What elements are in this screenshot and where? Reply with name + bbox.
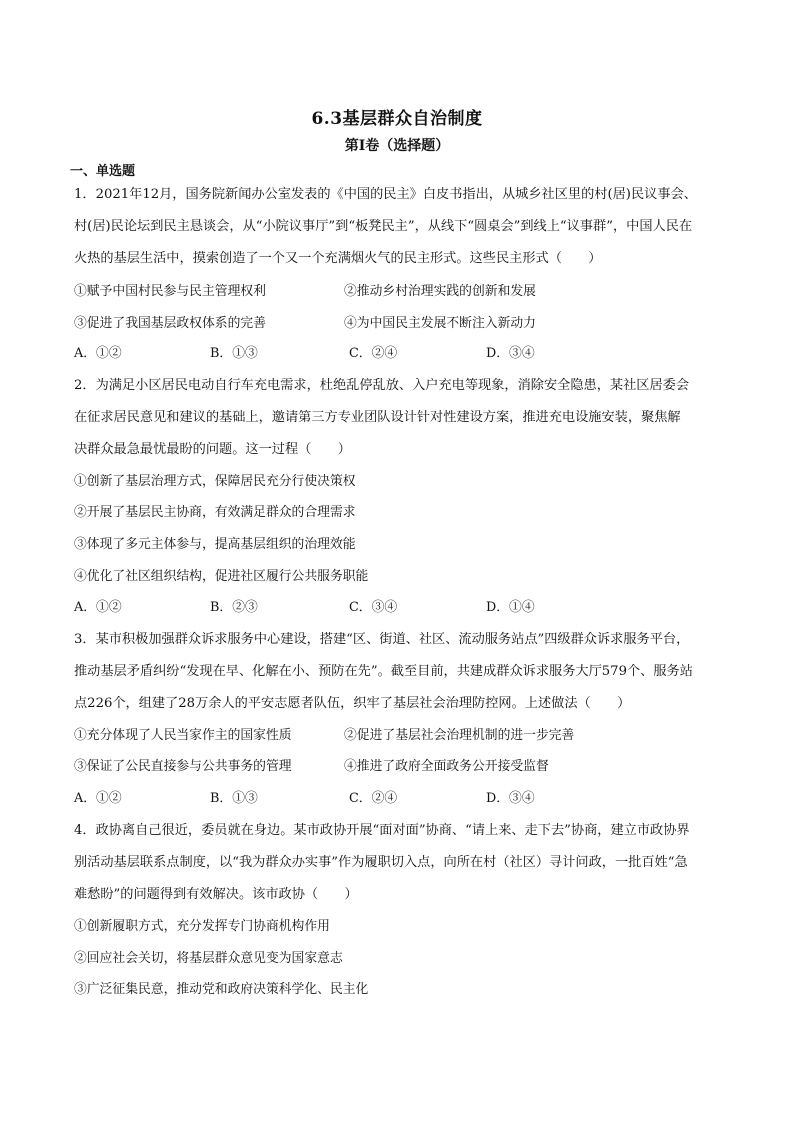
question-2-line-2: 在征求居民意见和建议的基础上，邀请第三方专业团队设计针对性建设方案，推进充电设施安装，聚焦解 — [74, 410, 681, 425]
question-3-choice-d[interactable]: D．③④ — [486, 791, 535, 806]
question-1-line-2: 村(居)民论坛到民主恳谈会，从“小院议事厅”到“板凳民主”，从线下“圆桌会”到线上“议事群”，中国人民在 — [74, 219, 693, 234]
question-4-line-2: 别活动基层联系点制度，以“我为群众办实事”作为履职切入点，向所在村（社区）寻计问政，一批百姓“急 — [74, 855, 688, 870]
question-1-option-2: ②推动乡村治理实践的创新和发展 — [344, 284, 536, 299]
page-subtitle: 第I卷（选择题） — [344, 138, 450, 154]
question-1-option-3: ③促进了我国基层政权体系的完善 — [74, 316, 266, 331]
section-heading: 一、单选题 — [70, 164, 136, 179]
question-1-option-1: ①赋予中国村民参与民主管理权利 — [74, 284, 266, 299]
question-2-option-2: ②开展了基层民主协商，有效满足群众的合理需求 — [74, 505, 356, 520]
question-4-line-1: 4．政协离自己很近，委员就在身边。某市政协开展“面对面”协商、“请上来、走下去”协商，建立市政协界 — [74, 823, 690, 838]
question-2-option-4: ④优化了社区组织结构，促进社区履行公共服务职能 — [74, 569, 369, 584]
question-3-option-3: ③保证了公民直接参与公共事务的管理 — [74, 759, 292, 774]
question-2-option-1: ①创新了基层治理方式，保障居民充分行使决策权 — [74, 474, 356, 489]
question-2-choice-d[interactable]: D．①④ — [486, 600, 535, 615]
question-3-line-2: 推动基层矛盾纠纷“发现在早、化解在小、预防在先”。截至目前，共建成群众诉求服务大厅579个、服务站 — [74, 664, 693, 679]
question-2-choice-c[interactable]: C．③④ — [349, 600, 398, 615]
question-4-option-1: ①创新履职方式，充分发挥专门协商机构作用 — [74, 919, 330, 934]
question-4-option-3: ③广泛征集民意，推动党和政府决策科学化、民主化 — [74, 982, 369, 997]
question-1-line-1: 1．2021年12月，国务院新闻办公室发表的《中国的民主》白皮书指出，从城乡社区里的村(居)民议事会、 — [74, 187, 697, 202]
question-3-option-4: ④推进了政府全面政务公开接受监督 — [344, 759, 549, 774]
question-2-choice-a[interactable]: A．①② — [74, 600, 122, 615]
question-4-line-3: 难愁盼”的问题得到有效解决。该市政协（ ） — [74, 887, 358, 902]
question-2-option-3: ③体现了多元主体参与，提高基层组织的治理效能 — [74, 537, 356, 552]
question-3-line-3: 点226个，组建了28万余人的平安志愿者队伍，织牢了基层社会治理防控网。上述做法（ ） — [74, 696, 631, 711]
question-1-option-4: ④为中国民主发展不断注入新动力 — [344, 316, 536, 331]
question-3-choice-b[interactable]: B．①③ — [210, 791, 258, 806]
question-2-choice-b[interactable]: B．②③ — [210, 600, 258, 615]
question-4-option-2: ②回应社会关切，将基层群众意见变为国家意志 — [74, 951, 343, 966]
question-3-option-1: ①充分体现了人民当家作主的国家性质 — [74, 728, 292, 743]
page-title: 6.3基层群众自治制度 — [311, 109, 483, 129]
question-3-choice-a[interactable]: A．①② — [74, 791, 122, 806]
question-1-line-3: 火热的基层生活中，摸索创造了一个又一个充满烟火气的民主形式。这些民主形式（ ） — [74, 251, 602, 266]
question-2-line-3: 决群众最急最忧最盼的问题。这一过程（ ） — [74, 442, 351, 457]
question-1-choice-b[interactable]: B．①③ — [210, 346, 258, 361]
question-3-line-1: 3．某市积极加强群众诉求服务中心建设，搭建“区、街道、社区、流动服务站点”四级群众诉求服务平台， — [74, 632, 690, 647]
question-1-choice-c[interactable]: C．②④ — [349, 346, 398, 361]
question-3-option-2: ②促进了基层社会治理机制的进一步完善 — [344, 728, 575, 743]
question-2-line-1: 2．为满足小区居民电动自行车充电需求，杜绝乱停乱放、入户充电等现象，消除安全隐患，某社区居委会 — [74, 378, 690, 393]
question-1-choice-a[interactable]: A．①② — [74, 346, 122, 361]
question-3-choice-c[interactable]: C．②④ — [349, 791, 398, 806]
question-1-choice-d[interactable]: D．③④ — [486, 346, 535, 361]
